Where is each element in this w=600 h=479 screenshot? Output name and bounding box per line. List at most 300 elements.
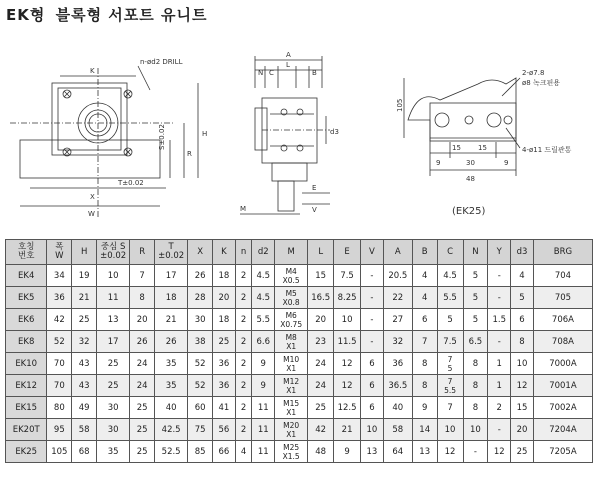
column-header	[488, 240, 511, 265]
cell-m	[275, 309, 308, 331]
cell-v: -	[361, 331, 384, 353]
cell-d2: 5.5	[252, 309, 275, 331]
cell-s: 30	[97, 419, 130, 441]
cell-d3: 10	[511, 353, 534, 375]
cell-k: 18	[213, 265, 236, 287]
cell-r: 25	[130, 397, 155, 419]
cell-x: 75	[188, 419, 213, 441]
cell-x: 52	[188, 353, 213, 375]
label-9a: 9	[436, 159, 441, 167]
table-row	[6, 309, 593, 331]
cell-r: 25	[130, 441, 155, 463]
cell-y: 1	[488, 375, 511, 397]
cell-a: 22	[383, 287, 412, 309]
cell-t: 42.5	[155, 419, 188, 441]
cell-r: 26	[130, 331, 155, 353]
column-header-line1: R	[139, 246, 146, 257]
cell-y: 12	[488, 441, 511, 463]
cell-model: EK10	[6, 353, 47, 375]
cell-s: 30	[97, 397, 130, 419]
cell-m-line: M8	[285, 332, 297, 342]
cell-s: 25	[97, 375, 130, 397]
cell-model: EK4	[6, 265, 47, 287]
cell-t: 21	[155, 309, 188, 331]
cell-brg: 7001A	[533, 375, 592, 397]
cell-brg: 7204A	[533, 419, 592, 441]
column-header	[463, 240, 488, 265]
column-header-line1: A	[394, 246, 401, 257]
cell-l: 23	[308, 331, 334, 353]
label-X: X	[90, 193, 95, 201]
cell-m-line: M25	[283, 442, 300, 452]
cell-h: 58	[72, 419, 97, 441]
cell-n: 2	[235, 419, 252, 441]
label-15b: 15	[478, 144, 487, 152]
cell-w: 95	[47, 419, 72, 441]
cell-d3: 12	[511, 375, 534, 397]
cell-d3: 4	[511, 265, 534, 287]
cell-n: -	[463, 441, 488, 463]
cell-w: 34	[47, 265, 72, 287]
cell-v: 6	[361, 375, 384, 397]
cell-d3: 5	[511, 287, 534, 309]
caption-ek25: (EK25)	[452, 206, 486, 217]
cell-n: 10	[463, 419, 488, 441]
column-header	[130, 240, 155, 265]
label-N: N	[258, 69, 264, 77]
cell-a: 58	[383, 419, 412, 441]
cell-n: 8	[463, 375, 488, 397]
cell-m-line: X1.5	[282, 451, 300, 461]
cell-b: 9	[412, 397, 437, 419]
cell-w: 36	[47, 287, 72, 309]
column-header-line1: Y	[496, 246, 502, 257]
cell-a: 20.5	[383, 265, 412, 287]
column-header	[72, 240, 97, 265]
cell-m	[275, 441, 308, 463]
label-9b: 9	[504, 159, 509, 167]
cell-a: 64	[383, 441, 412, 463]
label-W: W	[88, 210, 95, 218]
label-48: 48	[466, 175, 475, 183]
column-header-line2: ±0.02	[158, 251, 185, 261]
cell-y: 1.5	[488, 309, 511, 331]
cell-b: 7	[412, 331, 437, 353]
ek25-hole-pattern-drawing	[396, 69, 572, 217]
cell-x: 28	[188, 287, 213, 309]
column-header	[97, 240, 130, 265]
cell-n: 2	[235, 331, 252, 353]
cell-x: 52	[188, 375, 213, 397]
cell-d2: 11	[252, 441, 275, 463]
front-view-drawing	[10, 58, 207, 218]
column-header-line1: 폭	[55, 242, 64, 252]
cell-l: 48	[308, 441, 334, 463]
page-title	[6, 4, 211, 25]
label-M: M	[240, 205, 247, 213]
column-header	[235, 240, 252, 265]
cell-m-line: M20	[283, 420, 300, 430]
cell-model: EK25	[6, 441, 47, 463]
cell-k: 66	[213, 441, 236, 463]
cell-model: EK12	[6, 375, 47, 397]
cell-b: 4	[412, 287, 437, 309]
column-header	[412, 240, 437, 265]
cell-model: EK6	[6, 309, 47, 331]
cell-d2: 6.6	[252, 331, 275, 353]
column-header	[275, 240, 308, 265]
cell-d3: 8	[511, 331, 534, 353]
cell-h: 32	[72, 331, 97, 353]
title-model: EK형	[6, 6, 46, 24]
cell-c-line: 5.5	[444, 385, 457, 395]
column-header-line1: 중심 S	[100, 242, 126, 252]
column-header	[47, 240, 72, 265]
label-15a: 15	[452, 144, 461, 152]
column-header-line1: C	[447, 246, 454, 257]
cell-w: 42	[47, 309, 72, 331]
cell-t: 26	[155, 331, 188, 353]
cell-m	[275, 397, 308, 419]
cell-y: 2	[488, 397, 511, 419]
cell-a: 32	[383, 331, 412, 353]
cell-brg: 705	[533, 287, 592, 309]
label-L: L	[286, 61, 290, 69]
table-row	[6, 419, 593, 441]
cell-k: 36	[213, 353, 236, 375]
cell-y: -	[488, 419, 511, 441]
cell-y: -	[488, 265, 511, 287]
column-header	[308, 240, 334, 265]
cell-d2: 4.5	[252, 265, 275, 287]
cell-m	[275, 375, 308, 397]
cell-y: 1	[488, 353, 511, 375]
cell-x: 60	[188, 397, 213, 419]
cell-model: EK20T	[6, 419, 47, 441]
label-T: T±0.02	[118, 179, 144, 187]
column-header-line1: M	[287, 246, 295, 257]
cell-c-line: 7	[447, 354, 453, 364]
column-header-line1: B	[421, 246, 428, 257]
cell-d2: 11	[252, 397, 275, 419]
cell-k: 20	[213, 287, 236, 309]
table-row	[6, 375, 593, 397]
cell-t: 40	[155, 397, 188, 419]
column-header-line1: N	[472, 246, 479, 257]
cell-brg: 704	[533, 265, 592, 287]
cell-m	[275, 419, 308, 441]
cell-brg: 7205A	[533, 441, 592, 463]
column-header	[437, 240, 463, 265]
column-header-line2: W	[55, 251, 64, 261]
cell-a: 27	[383, 309, 412, 331]
technical-drawings	[0, 28, 600, 232]
cell-l: 42	[308, 419, 334, 441]
cell-c	[437, 287, 463, 309]
cell-n: 2	[235, 309, 252, 331]
cell-r: 25	[130, 419, 155, 441]
column-header-line1: d3	[516, 246, 528, 257]
cell-model: EK5	[6, 287, 47, 309]
label-R: R	[187, 150, 192, 158]
cell-model: EK15	[6, 397, 47, 419]
label-dowel: 2-ø7.8	[522, 69, 545, 77]
side-view-drawing	[240, 51, 339, 214]
column-header	[6, 240, 47, 265]
column-header-line1: 호칭	[17, 242, 35, 252]
cell-c	[437, 331, 463, 353]
cell-k: 36	[213, 375, 236, 397]
cell-d3: 6	[511, 309, 534, 331]
cell-c-line: 7.5	[443, 336, 457, 347]
cell-c-line: 5.5	[443, 292, 457, 303]
cell-t: 17	[155, 265, 188, 287]
cell-v: -	[361, 265, 384, 287]
cell-m-line: X1	[286, 429, 297, 439]
cell-m-line: X0.8	[282, 297, 300, 307]
cell-model: EK8	[6, 331, 47, 353]
cell-h: 25	[72, 309, 97, 331]
cell-a: 36.5	[383, 375, 412, 397]
cell-c-line: 5	[447, 363, 453, 373]
cell-e: 12	[334, 375, 361, 397]
cell-v: 6	[361, 397, 384, 419]
column-header-line1: E	[344, 246, 350, 257]
cell-n: 5	[463, 309, 488, 331]
column-header-line1: BRG	[553, 246, 573, 257]
column-header-line1: d2	[257, 246, 269, 257]
cell-c	[437, 441, 463, 463]
label-A: A	[286, 51, 291, 59]
cell-m-line: X1	[286, 341, 297, 351]
cell-x: 30	[188, 309, 213, 331]
column-header	[533, 240, 592, 265]
cell-n: 8	[463, 353, 488, 375]
cell-t: 35	[155, 375, 188, 397]
cell-s: 25	[97, 353, 130, 375]
cell-n: 8	[463, 397, 488, 419]
cell-w: 70	[47, 353, 72, 375]
cell-e: 9	[334, 441, 361, 463]
cell-w: 80	[47, 397, 72, 419]
label-K: K	[90, 67, 95, 75]
cell-n: 5	[463, 265, 488, 287]
cell-b: 8	[412, 353, 437, 375]
cell-w: 105	[47, 441, 72, 463]
table-row	[6, 287, 593, 309]
cell-c-line: 4.5	[443, 270, 457, 281]
table-row	[6, 353, 593, 375]
cell-r: 7	[130, 265, 155, 287]
cell-m-line: X0.5	[282, 275, 300, 285]
cell-m-line: M15	[283, 398, 300, 408]
cell-m-line: M6	[285, 310, 297, 320]
table-row	[6, 397, 593, 419]
cell-m	[275, 353, 308, 375]
column-header-line1: V	[369, 246, 375, 257]
cell-n: 4	[235, 441, 252, 463]
cell-h: 43	[72, 353, 97, 375]
cell-y: -	[488, 331, 511, 353]
cell-m-line: M12	[283, 376, 300, 386]
cell-x: 26	[188, 265, 213, 287]
cell-l: 20	[308, 309, 334, 331]
cell-c	[437, 353, 463, 375]
cell-b: 13	[412, 441, 437, 463]
table-row	[6, 441, 593, 463]
cell-c-line: 7	[447, 402, 453, 413]
cell-d2: 9	[252, 353, 275, 375]
label-dowel-sub: ø8 녹크핀용	[522, 79, 561, 87]
cell-a: 36	[383, 353, 412, 375]
table-header-row	[6, 240, 593, 265]
cell-l: 24	[308, 353, 334, 375]
cell-e: 11.5	[334, 331, 361, 353]
column-header	[334, 240, 361, 265]
cell-h: 43	[72, 375, 97, 397]
title-text: 블록형 서포트 유니트	[55, 6, 208, 24]
cell-e: 7.5	[334, 265, 361, 287]
cell-n: 2	[235, 353, 252, 375]
cell-c-line: 12	[444, 446, 456, 457]
cell-r: 24	[130, 375, 155, 397]
cell-k: 56	[213, 419, 236, 441]
cell-c	[437, 309, 463, 331]
label-bolt: 4-ø11 드릴관통	[522, 146, 572, 154]
label-drill: n-ød2 DRILL	[140, 58, 183, 66]
cell-c	[437, 397, 463, 419]
cell-h: 19	[72, 265, 97, 287]
cell-b: 4	[412, 265, 437, 287]
column-header	[213, 240, 236, 265]
column-header-line1: L	[318, 246, 324, 257]
column-header-line2: ±0.02	[100, 251, 127, 261]
column-header	[252, 240, 275, 265]
cell-s: 10	[97, 265, 130, 287]
cell-y: -	[488, 287, 511, 309]
cell-t: 35	[155, 353, 188, 375]
cell-d3: 15	[511, 397, 534, 419]
cell-m	[275, 265, 308, 287]
cell-k: 25	[213, 331, 236, 353]
cell-l: 25	[308, 397, 334, 419]
cell-m-line: M10	[283, 354, 300, 364]
label-d3: d3	[330, 128, 339, 136]
label-C: C	[269, 69, 274, 77]
column-header-line1: H	[80, 246, 88, 257]
cell-c-line: 5	[447, 314, 453, 325]
label-S: S±0.02	[158, 124, 166, 150]
cell-s: 35	[97, 441, 130, 463]
column-header-line1: X	[197, 246, 204, 257]
table-row	[6, 331, 593, 353]
cell-m	[275, 331, 308, 353]
cell-b: 14	[412, 419, 437, 441]
cell-m-line: X1	[286, 385, 297, 395]
cell-b: 6	[412, 309, 437, 331]
column-header	[511, 240, 534, 265]
column-header	[383, 240, 412, 265]
cell-c	[437, 419, 463, 441]
cell-n: 2	[235, 265, 252, 287]
cell-m	[275, 287, 308, 309]
cell-d2: 4.5	[252, 287, 275, 309]
cell-w: 70	[47, 375, 72, 397]
cell-s: 17	[97, 331, 130, 353]
cell-a: 40	[383, 397, 412, 419]
label-B: B	[312, 69, 317, 77]
cell-n: 6.5	[463, 331, 488, 353]
cell-l: 15	[308, 265, 334, 287]
cell-brg: 7002A	[533, 397, 592, 419]
cell-v: -	[361, 287, 384, 309]
cell-m-line: X0.75	[280, 319, 303, 329]
cell-x: 85	[188, 441, 213, 463]
cell-brg: 708A	[533, 331, 592, 353]
cell-c-line: 10	[444, 424, 456, 435]
cell-h: 49	[72, 397, 97, 419]
column-header	[361, 240, 384, 265]
cell-d3: 20	[511, 419, 534, 441]
spec-table	[5, 239, 593, 463]
cell-x: 38	[188, 331, 213, 353]
cell-e: 8.25	[334, 287, 361, 309]
label-30: 30	[466, 159, 475, 167]
cell-m-line: M4	[285, 266, 297, 276]
cell-h: 21	[72, 287, 97, 309]
cell-v: 13	[361, 441, 384, 463]
cell-e: 12.5	[334, 397, 361, 419]
cell-c	[437, 265, 463, 287]
cell-d2: 11	[252, 419, 275, 441]
column-header-line1: K	[221, 246, 227, 257]
label-E: E	[312, 184, 317, 192]
cell-c-line: 7	[447, 376, 453, 386]
label-105: 105	[396, 98, 404, 112]
cell-e: 10	[334, 309, 361, 331]
cell-r: 24	[130, 353, 155, 375]
cell-k: 18	[213, 309, 236, 331]
cell-k: 41	[213, 397, 236, 419]
cell-e: 21	[334, 419, 361, 441]
cell-m-line: M5	[285, 288, 297, 298]
cell-b: 8	[412, 375, 437, 397]
cell-m-line: X1	[286, 407, 297, 417]
cell-h: 68	[72, 441, 97, 463]
cell-c	[437, 375, 463, 397]
cell-d3: 25	[511, 441, 534, 463]
cell-l: 16.5	[308, 287, 334, 309]
column-header	[188, 240, 213, 265]
cell-n: 2	[235, 287, 252, 309]
label-H: H	[202, 130, 208, 138]
cell-v: -	[361, 309, 384, 331]
cell-brg: 7000A	[533, 353, 592, 375]
table-row	[6, 265, 593, 287]
cell-brg: 706A	[533, 309, 592, 331]
cell-m-line: X1	[286, 363, 297, 373]
cell-s: 13	[97, 309, 130, 331]
cell-n: 2	[235, 375, 252, 397]
cell-v: 10	[361, 419, 384, 441]
cell-r: 20	[130, 309, 155, 331]
label-V: V	[312, 206, 317, 214]
cell-s: 11	[97, 287, 130, 309]
column-header	[155, 240, 188, 265]
cell-n: 5	[463, 287, 488, 309]
cell-t: 52.5	[155, 441, 188, 463]
cell-v: 6	[361, 353, 384, 375]
